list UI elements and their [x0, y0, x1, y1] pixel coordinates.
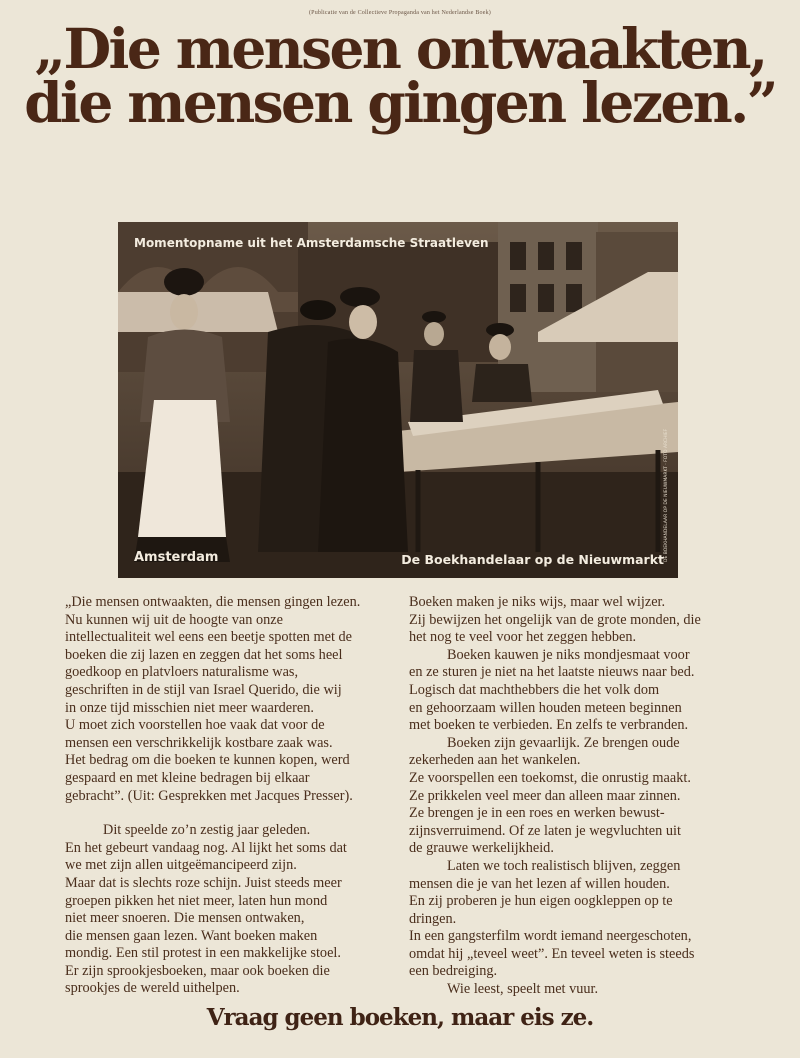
historic-photo: [118, 222, 678, 578]
text-line: intellectualiteit wel eens een beetje spotten met de: [65, 629, 353, 646]
text-line: die mensen gaan lezen. Want boeken maken: [65, 927, 318, 944]
text-line: dringen.: [409, 910, 457, 927]
paragraph-gap: [65, 805, 405, 822]
street-scene-illustration: [118, 222, 678, 578]
text-line: Dit speelde zo’n zestig jaar geleden.: [103, 822, 311, 839]
text-line: mensen die je van het lezen af willen houden.: [409, 875, 670, 892]
text-line: Zij bewijzen het ongelijk van de grote monden, die: [409, 611, 701, 628]
text-line: Logisch dat machthebbers die het volk dom: [409, 681, 660, 698]
text-line: Wie leest, speelt met vuur.: [447, 981, 599, 998]
text-line: Ze voorspellen een toekomst, die onrustig maakt.: [409, 769, 691, 786]
text-line: Boeken kauwen je niks mondjesmaat voor: [447, 646, 690, 663]
text-line: de grauwe werkelijkheid.: [409, 840, 554, 857]
text-line: groepen pikken het niet meer, laten hun mond: [65, 892, 328, 909]
body-text-left-column: [65, 594, 405, 998]
text-line: gebracht”. (Uit: Gesprekken met Jacques Presser).: [65, 787, 353, 804]
publisher-credit: (Publicatie van de Collectieve Propaganda van het Nederlandse Boek): [308, 10, 491, 16]
text-line: mensen een verschrikkelijk kostbare zaak was.: [65, 734, 333, 751]
text-line: En het gebeurt vandaag nog. Al lijkt het soms dat: [65, 839, 347, 856]
text-line: Boeken zijn gevaarlijk. Ze brengen oude: [447, 734, 680, 751]
text-line: Ze brengen je in een roes en werken bewust-: [409, 805, 665, 822]
text-line: Ze prikkelen veel meer dan alleen maar zinnen.: [409, 787, 681, 804]
text-line: zijnsverruimend. Of ze laten je wegvluchten uit: [409, 822, 681, 839]
photo-caption-bottom-right: De Boekhandelaar op de Nieuwmarkt: [401, 552, 664, 567]
text-line: goedkoop en platvloers naturalisme was,: [65, 664, 299, 681]
photo-copyright-note: DE BOEKHANDELAAR OP DE NIEUWMARKT · FOTO ARCHIEF: [664, 428, 669, 562]
text-line: niet meer snoeren. Die mensen ontwaken,: [65, 910, 305, 927]
text-line: „Die mensen ontwaakten, die mensen gingen lezen.: [65, 594, 361, 610]
text-line: Laten we toch realistisch blijven, zeggen: [447, 857, 681, 874]
photo-caption-bottom-left: Amsterdam: [134, 550, 219, 565]
text-line: Boeken maken je niks wijs, maar wel wijzer.: [409, 594, 666, 610]
body-text-right-column: [409, 594, 759, 999]
text-line: In een gangsterfilm wordt iemand neergeschoten,: [409, 928, 692, 945]
text-line: mondig. Een stil protest in een makkelijke stoel.: [65, 945, 341, 962]
text-line: Er zijn sprookjesboeken, maar ook boeken die: [65, 962, 330, 979]
headline-line-1: „Die mensen ontwaakten,: [34, 16, 766, 81]
text-line: U moet zich voorstellen hoe vaak dat voor de: [65, 717, 325, 734]
headline: [0, 16, 800, 135]
text-line: omdat hij „teveel weet”. En teveel weten is steeds: [409, 945, 695, 962]
text-line: in onze tijd misschien niet meer waarderen.: [65, 699, 314, 716]
photo-caption-top: Momentopname uit het Amsterdamsche Straatleven: [134, 236, 489, 250]
text-line: gespaard en met kleine bedragen bij elkaar: [65, 769, 310, 786]
text-line: sprookjes de wereld uithelpen.: [65, 980, 240, 997]
text-line: en gehoorzaam willen houden meteen beginnen: [409, 699, 682, 716]
text-line: boeken die zij lazen en zeggen dat het soms heel: [65, 646, 343, 663]
text-line: En zij proberen je hun eigen oogkleppen op te: [409, 893, 673, 910]
text-line: we met zijn allen uitgeëmancipeerd zijn.: [65, 857, 297, 874]
slogan: Vraag geen boeken, maar eis ze.: [206, 1004, 594, 1031]
text-line: een bedreiging.: [409, 963, 498, 980]
text-line: het nog te veel voor het zeggen hebben.: [409, 629, 637, 646]
text-line: met boeken te verbieden. En zelfs te verbranden.: [409, 717, 689, 734]
text-line: zekerheden aan het wankelen.: [409, 752, 581, 769]
text-line: Het bedrag om die boeken te kunnen kopen, werd: [65, 752, 350, 769]
text-line: geschriften in de stijl van Israel Querido, die wij: [65, 681, 342, 698]
text-line: Nu kunnen wij uit de hoogte van onze: [65, 611, 283, 628]
text-line: Maar dat is slechts roze schijn. Juist steeds meer: [65, 874, 342, 891]
text-line: en ze sturen je niet na het laatste nieuws naar bed.: [409, 664, 695, 681]
headline-line-2: die mensen gingen lezen.”: [24, 70, 776, 135]
